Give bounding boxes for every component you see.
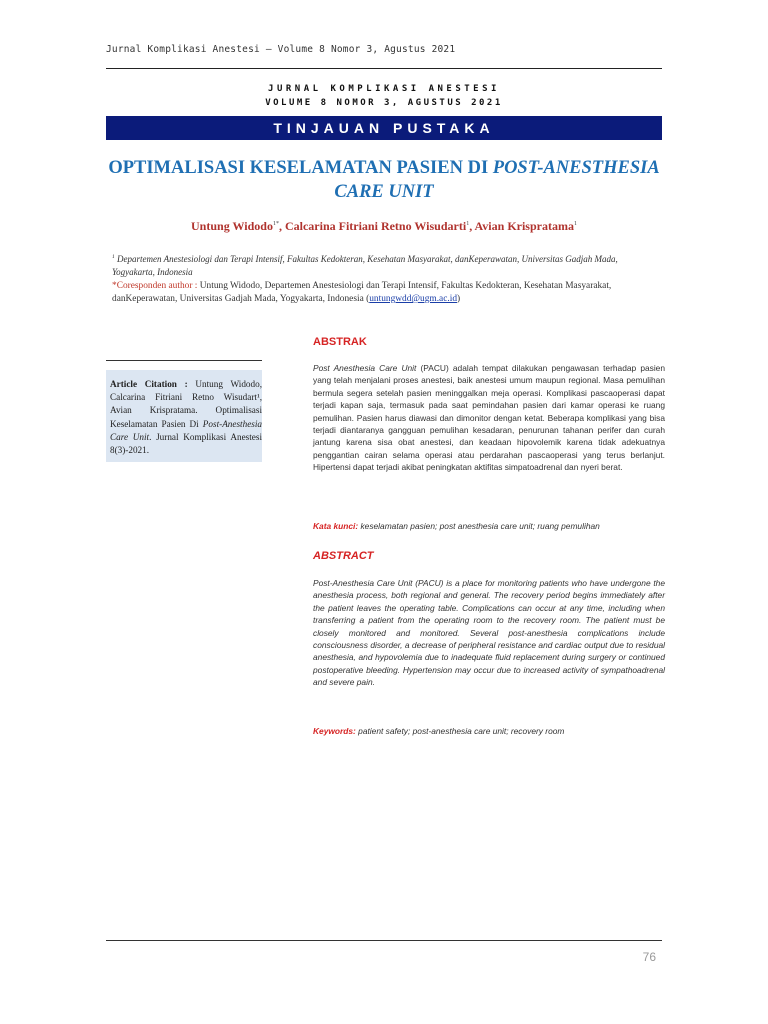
- author-list: Untung Widodo$^{1*}$, Calcarina Fitriani Retno Wisudarti$^1$, Avian Krispratama$^1$: [191, 219, 577, 233]
- title-part3: CARE UNIT: [334, 182, 434, 202]
- abstract-body: Post-Anesthesia Care Unit (PACU) is a place for monitoring patients who have undergone the anesthesia process, both regional and general. The recovery period begins immediately after the patient leaves the operating table. Complications can occur at any time, including when transferring a patient from the operating room to the recovery room. The patient must be closely monitored and monitored. Several post-anesthesia complications include consciousness disorder, a decrease of peripheral resistance and cardiac output due to residual anesthesia, and hypovolemia due to inadequate fluid replacement during surgery or continued postoperative bleeding. Hypertension may occur due to increased activity of sympathoadrenal and severe pain.: [313, 578, 665, 688]
- header-rule: [106, 68, 662, 69]
- citation-text: Untung Widodo, Calcarina Fitriani Retno Wisudart¹, Avian Krispratama. Optimalisasi Keselamatan Pasien Di: [110, 379, 262, 429]
- abstract-heading: ABSTRACT: [313, 550, 374, 562]
- citation-text-end: . Jurnal Komplikasi Anestesi 8(3)-2021.: [110, 431, 262, 456]
- keywords-text: patient safety; post-anesthesia care unit; recovery room: [355, 726, 565, 736]
- kata-kunci: [313, 521, 600, 531]
- affiliation-text: Departemen Anestesiologi dan Terapi Intensif, Fakultas Kedokteran, Kesehatan Masyarakat, danKeperawatan, Universitas Gadjah Mada, Yogyakarta, Indonesia: [112, 254, 618, 277]
- author-sup: 1: [466, 221, 470, 227]
- page-number: 76: [642, 950, 656, 964]
- corresponding-label: *Coresponden author :: [112, 281, 198, 291]
- title-part2: POST-ANESTHESIA: [492, 158, 660, 178]
- volume-line: VOLUME 8 NOMOR 3, AGUSTUS 2021: [265, 98, 503, 108]
- abstrak-body: [313, 362, 665, 474]
- affiliation: [112, 251, 632, 279]
- keywords: [313, 726, 564, 736]
- title-part1: OPTIMALISASI KESELAMATAN PASIEN DI: [108, 158, 493, 178]
- citation-italic: Post-Anesthesia Care Unit: [110, 418, 262, 442]
- author-sup: 1*: [272, 221, 279, 227]
- citation-label: Article Citation :: [110, 379, 188, 389]
- journal-name: JURNAL KOMPLIKASI ANESTESI: [268, 84, 500, 94]
- abstrak-heading: ABSTRAK: [313, 336, 367, 348]
- author-name: Avian Krispratama: [474, 219, 574, 233]
- section-bar: TINJAUAN PUSTAKA: [106, 116, 662, 140]
- affiliation-sup: 1: [112, 254, 115, 260]
- abstrak-text: (PACU) adalah tempat dilakukan pengawasan terhadap pasien yang telah menjalani proses anestesi, baik anestesi umum maupun regional. Masa pemulihan bermula segera setelah pasien meninggalkan meja operasi. Komplikasi pascaoperasi dapat terjadi kapan saja, termasuk pada saat pemindahan pasien dari kamar operasi ke ruang pemulihan. Pasien harus diawasi dan dimonitor dengan ketat. Beberapa komplikasi yang bisa terjadi diantaranya gangguan pemulihan kesadaran, penurunan tahanan perifer dan curah jantung karena sisa obat anestesi, dan keadaan hipovolemik karena tidak adekuatnya penggantian cairan selama operasi atau perdarahan pascaoperasi yang terus berlanjut. Hipertensi dapat terjadi akibat peningkatan aktifitas simpatoadrenal dan nyeri berat.: [313, 363, 665, 473]
- corresponding-close: ): [457, 294, 461, 304]
- article-title: [106, 156, 662, 204]
- author-sup: 1: [573, 221, 577, 227]
- email-link[interactable]: untungwdd@ugm.ac.id: [369, 294, 458, 304]
- kata-kunci-text: keselamatan pasien; post anesthesia care unit; ruang pemulihan: [358, 521, 600, 531]
- kata-kunci-label: Kata kunci:: [313, 521, 359, 531]
- article-citation: [110, 378, 262, 457]
- corresponding-author: [112, 280, 642, 306]
- author-name: Calcarina Fitriani Retno Wisudarti: [284, 219, 467, 233]
- keywords-label: Keywords:: [313, 726, 356, 736]
- citation-top-rule: [106, 360, 262, 361]
- abstrak-lead: Post Anesthesia Care Unit: [313, 363, 417, 373]
- footer-rule: [106, 940, 662, 941]
- author-name: Untung Widodo: [191, 219, 273, 233]
- corresponding-text: Untung Widodo, Departemen Anestesiologi dan Terapi Intensif, Fakultas Kedokteran, Kesehatan Masyarakat, danKeperawatan, Universitas Gadjah Mada, Yogyakarta, Indonesia (: [112, 281, 612, 304]
- running-head: Jurnal Komplikasi Anestesi – Volume 8 Nomor 3, Agustus 2021: [106, 44, 456, 55]
